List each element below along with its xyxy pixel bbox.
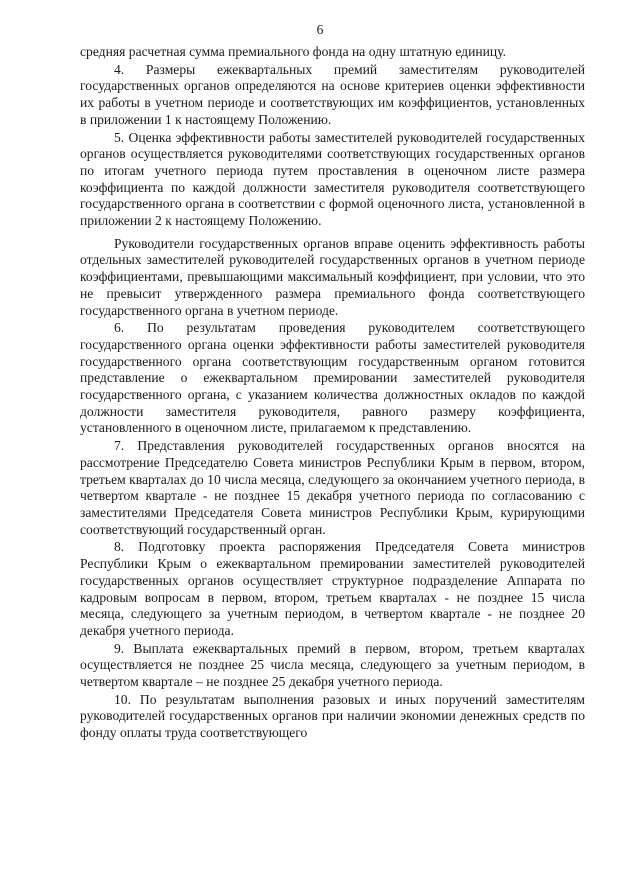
paragraph-item-8: 8. Подготовку проекта распоряжения Председателя Совета министров Республики Крым о ежеквартальном премировании заместителей руководителей государственных органов осуществляет структурное подразделение Аппарата по кадровым вопросам в первом, втором, третьем кварталах - не позднее 15 числа месяца, следующего за учетным периодом, в четвертом квартале - не позднее 20 декабря учетного периода. bbox=[80, 539, 585, 638]
paragraph-item-7: 7. Представления руководителей государственных органов вносятся на рассмотрение Председателю Совета министров Республики Крым в первом, втором, третьем кварталах до 10 числа месяца, следующего за окончанием учетного периода, в четвертом квартале - не позднее 15 декабря учетного периода по согласованию с заместителями Председателя Совета министров Республики Крым, курирующими соответствующий государственный орган. bbox=[80, 438, 585, 537]
paragraph-continuation: средняя расчетная сумма премиального фонда на одну штатную единицу. bbox=[80, 44, 507, 59]
paragraph-item-5-supplement: Руководители государственных органов вправе оценить эффективность работы отдельных заместителей руководителей государственных органов в учетном периоде коэффициентами, превышающими максимальный коэффициент, при условии, что это не превысит утвержденного размера премиального фонда соответствующего государственного органа в учетном периоде. bbox=[80, 235, 585, 318]
page-number: 6 bbox=[316, 22, 324, 37]
paragraph-item-5: 5. Оценка эффективности работы заместителей руководителей государственных органов осуществляется руководителями соответствующих государственных органов по итогам учетного периода путем проставления в оценочном листе размера коэффициента по каждой должности заместителя руководителя соответствующего государственного органа в соответствии с формой оценочного листа, установленной в приложении 2 к настоящему Положению. bbox=[80, 129, 585, 229]
paragraph-item-10: 10. По результатам выполнения разовых и иных поручений заместителям руководителей государственных органов при наличии экономии денежных средств по фонду оплаты труда соответствующего bbox=[80, 691, 585, 741]
paragraph-item-6: 6. По результатам проведения руководителем соответствующего государственного органа оценки эффективности работы заместителей руководителя государственного органа соответствующим государственным органом готовится представление о ежеквартальном премировании заместителей руководителя государственного органа, с указанием количества должностных окладов по каждой должности заместителя руководителя, равного размеру коэффициента, установленного в оценочном листе, прилагаемом к представлению. bbox=[80, 320, 585, 436]
paragraph-item-9: 9. Выплата ежеквартальных премий в первом, втором, третьем кварталах осуществляется не позднее 25 числа месяца, следующего за учетным периодом, в четвертом квартале – не позднее 25 декабря учетного периода. bbox=[80, 640, 585, 690]
document-body bbox=[80, 44, 585, 742]
paragraph-item-4: 4. Размеры ежеквартальных премий заместителям руководителей государственных органов определяются на основе критериев оценки эффективности их работы в учетном периоде и соответствующих им коэффициентов, установленных в приложении 1 к настоящему Положению. bbox=[80, 61, 585, 127]
